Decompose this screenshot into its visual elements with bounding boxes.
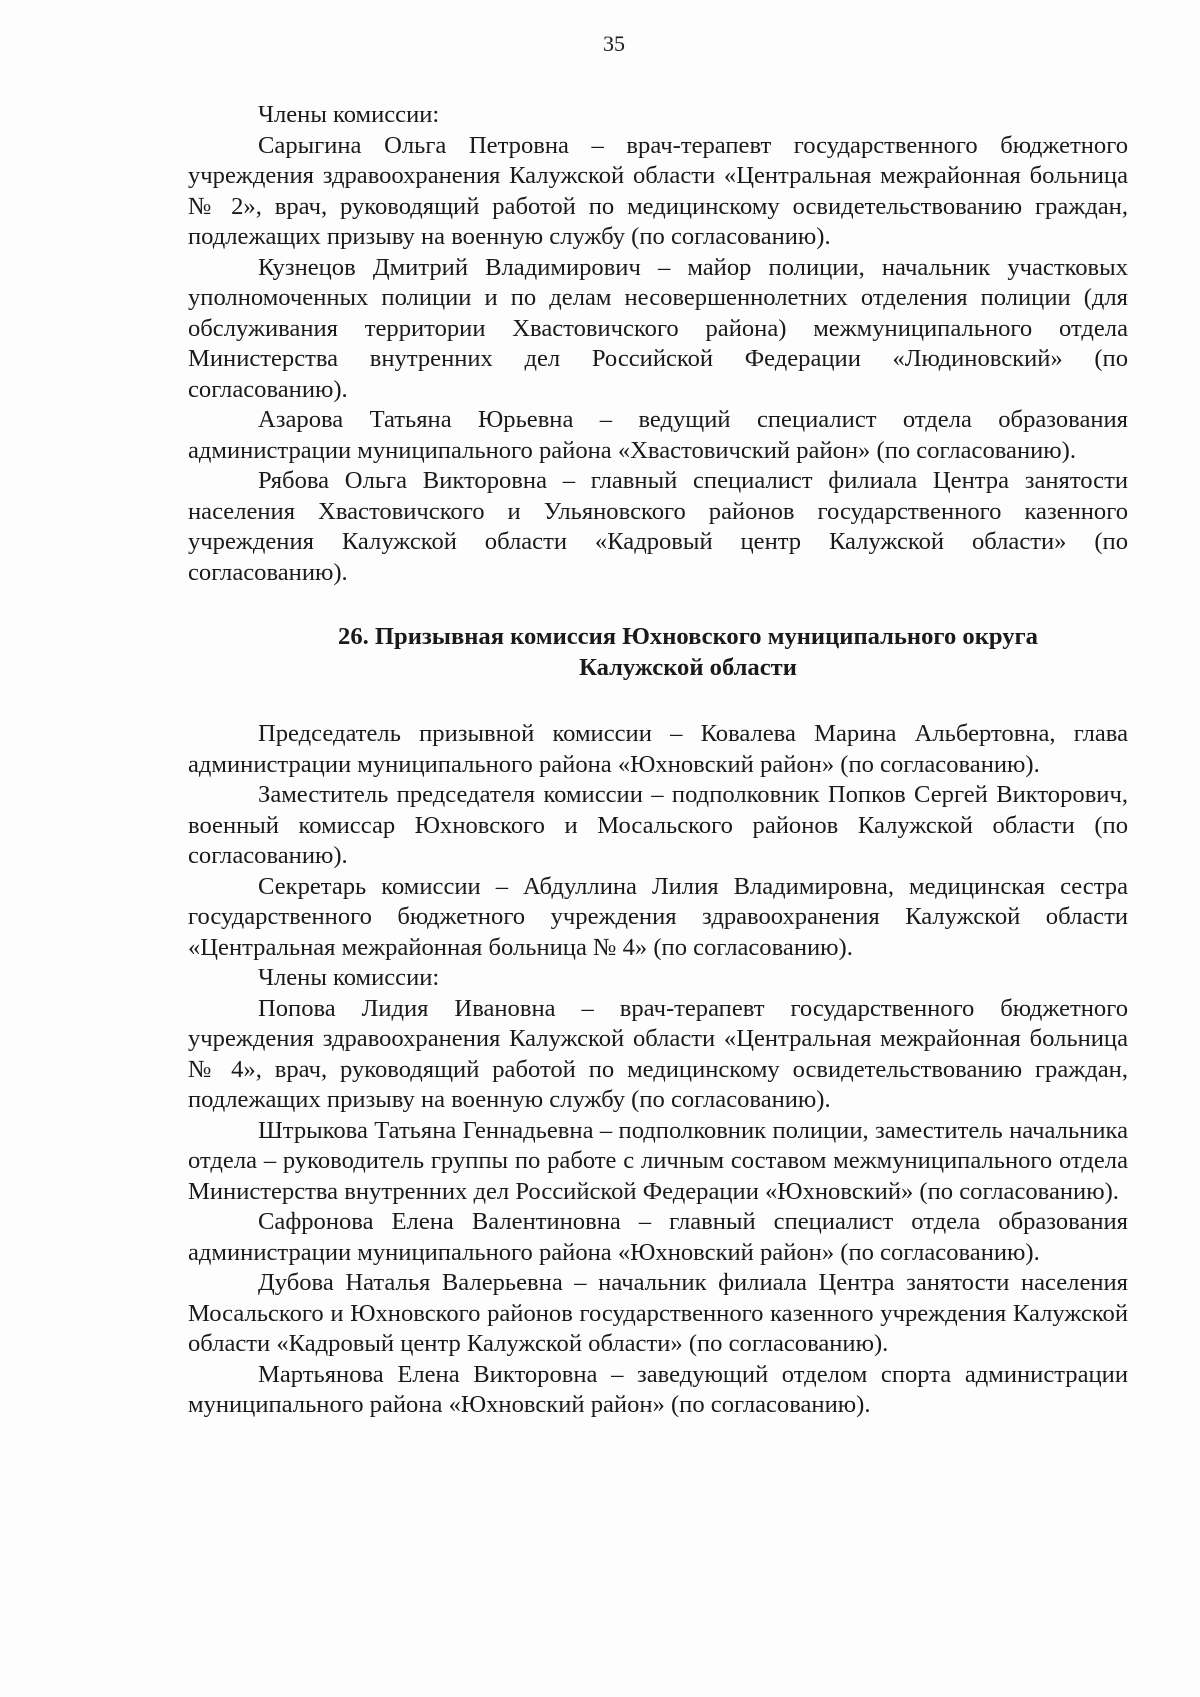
member-paragraph: Штрыкова Татьяна Геннадьевна – подполковник полиции, заместитель начальника отдела – руководитель группы по работе с личным составом межмуниципального отдела Министерства внутренних дел Российской Федерации «Юхновский» (по согласованию). bbox=[188, 1116, 1128, 1205]
page-number: 35 bbox=[603, 31, 625, 56]
member-paragraph: Дубова Наталья Валерьевна – начальник филиала Центра занятости населения Мосальского и Юхновского районов государственного казенного учреждения Калужской области «Кадровый центр Калужской области» (по согласованию). bbox=[188, 1269, 1128, 1357]
section-heading-line2: Калужской области bbox=[579, 653, 797, 681]
member-paragraph: Кузнецов Дмитрий Владимирович – майор полиции, начальник участковых уполномоченных полиции и по делам несовершеннолетних отделения полиции (для обслуживания территории Хвастовичского района) межмуниципального отдела Министерства внутренних дел Российской Федерации «Людиновский» (по согласованию). bbox=[188, 253, 1128, 403]
section-heading-line1: 26. Призывная комиссия Юхновского муниципального округа bbox=[338, 623, 1038, 650]
document-body bbox=[188, 100, 1128, 1421]
deputy-paragraph: Заместитель председателя комиссии – подполковник Попков Сергей Викторович, военный комиссар Юхновского и Мосальского районов Калужской области (по согласованию). bbox=[188, 781, 1128, 869]
member-paragraph: Рябова Ольга Викторовна – главный специалист филиала Центра занятости населения Хвастовичского и Ульяновского районов государственного казенного учреждения Калужской области «Кадровый центр Калужской области» (по согласованию). bbox=[188, 467, 1128, 586]
members-label: Члены комиссии: bbox=[258, 964, 440, 991]
member-paragraph: Сафронова Елена Валентиновна – главный специалист отдела образования администрации муниципального района «Юхновский район» (по согласованию). bbox=[188, 1208, 1128, 1266]
secretary-paragraph: Секретарь комиссии – Абдуллина Лилия Владимировна, медицинская сестра государственного бюджетного учреждения здравоохранения Калужской области «Центральная межрайонная больница № 4» (по согласованию). bbox=[188, 872, 1128, 961]
member-paragraph: Мартьянова Елена Викторовна – заведующий отделом спорта администрации муниципального района «Юхновский район» (по согласованию). bbox=[188, 1360, 1128, 1418]
member-paragraph: Азарова Татьяна Юрьевна – ведущий специалист отдела образования администрации муниципального района «Хвастовичский район» (по согласованию). bbox=[188, 406, 1128, 464]
member-paragraph: Попова Лидия Ивановна – врач-терапевт государственного бюджетного учреждения здравоохранения Калужской области «Центральная межрайонная больница № 4», врач, руководящий работой по медицинскому освидетельствованию граждан, подлежащих призыву на военную службу (по согласованию). bbox=[188, 994, 1128, 1113]
section-heading bbox=[188, 622, 1128, 683]
chairman-paragraph: Председатель призывной комиссии – Ковалева Марина Альбертовна, глава администрации муниципального района «Юхновский район» (по согласованию). bbox=[188, 720, 1128, 778]
members-label: Члены комиссии: bbox=[258, 101, 440, 128]
member-paragraph: Сарыгина Ольга Петровна – врач-терапевт государственного бюджетного учреждения здравоохранения Калужской области «Центральная межрайонная больница № 2», врач, руководящий работой по медицинскому освидетельствованию граждан, подлежащих призыву на военную службу (по согласованию). bbox=[188, 131, 1128, 250]
